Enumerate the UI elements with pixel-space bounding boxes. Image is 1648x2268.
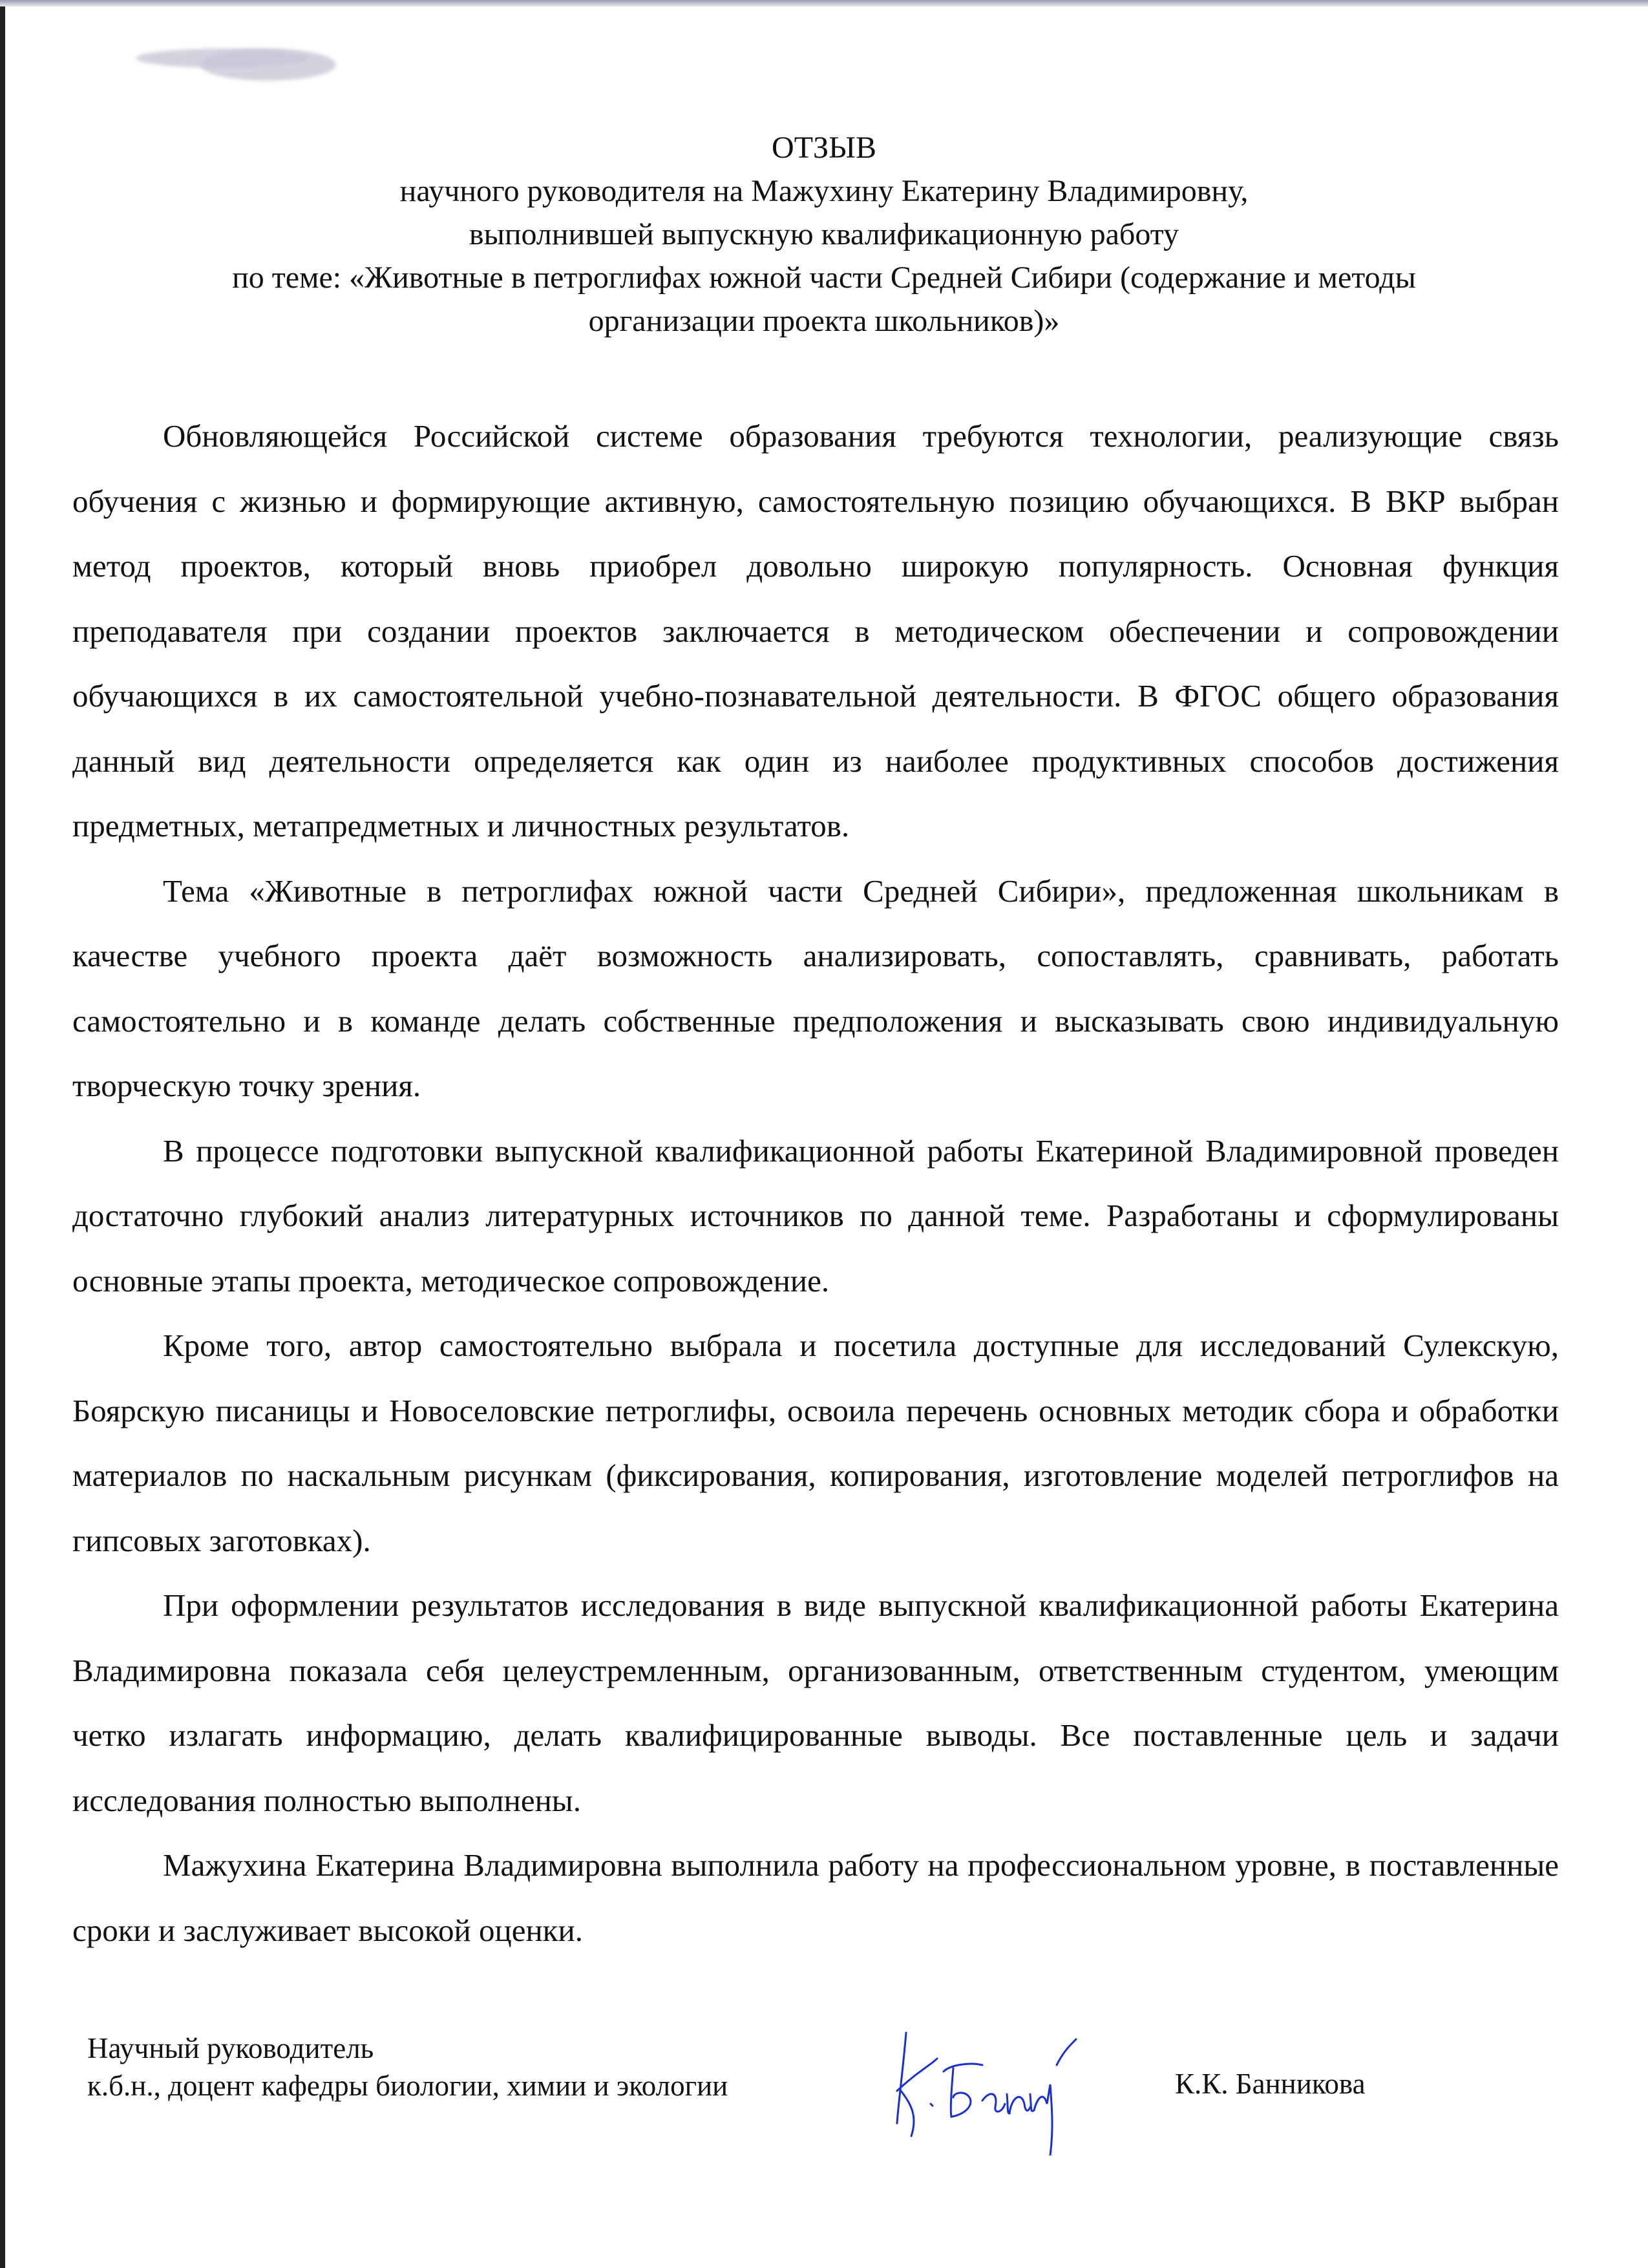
handwritten-signature — [892, 2026, 1163, 2156]
document-heading: ОТЗЫВ — [772, 131, 876, 165]
scan-smudge — [200, 48, 336, 81]
paragraph: В процессе подготовки выпускной квалификационной работы Екатериной Владимировной проведен достаточно глубокий анализ литературных источников по данной теме. Разработаны и сформулированы основные этапы проекта, методическое сопровождение. — [72, 1132, 1559, 1298]
subtitle-line: организации проекта школьников)» — [588, 304, 1060, 338]
document-body — [72, 404, 1559, 1963]
paragraph: Обновляющейся Российской системе образования требуются технологии, реализующие связь обучения с жизнью и формирующие активную, самостоятельную позицию обучающихся. В ВКР выбран метод проектов, который вновь приобрел довольно широкую популярность. Основная функция преподавателя при создании проектов заключается в методическом обеспечении и сопровождении обучающихся в их самостоятельной учебно-познавательной деятельности. В ФГОС общего образования данный вид деятельности определяется как один из наиболее продуктивных способов достижения предметных, метапредметных и личностных результатов. — [72, 418, 1559, 843]
signer-role: Научный руководитель — [87, 2032, 374, 2064]
paragraph: Мажухина Екатерина Владимировна выполнила работу на профессиональном уровне, в поставленные сроки и заслуживает высокой оценки. — [72, 1847, 1559, 1948]
paragraph: Тема «Животные в петроглифах южной части Средней Сибири», предложенная школьникам в качестве учебного проекта даёт возможность анализировать, сопоставлять, сравнивать, работать самостоятельно и в команде делать собственные предположения и высказывать свою индивидуальную творческую точку зрения. — [72, 873, 1559, 1103]
signature-block — [87, 2030, 728, 2104]
document-header — [97, 126, 1551, 343]
paragraph: При оформлении результатов исследования в виде выпускной квалификационной работы Екатерина Владимировна показала себя целеустремленным, организованным, ответственным студентом, умеющим четко излагать информацию, делать квалифицированные выводы. Все поставленные цель и задачи исследования полностью выполнены. — [72, 1587, 1559, 1818]
scan-edge-left — [0, 0, 5, 2268]
signer-name: К.К. Банникова — [1175, 2068, 1366, 2100]
subtitle-line: по теме: «Животные в петроглифах южной части Средней Сибири (содержание и методы — [232, 260, 1416, 295]
paragraph: Кроме того, автор самостоятельно выбрала и посетила доступные для исследований Сулекскую, Боярскую писаницы и Новоселовские петроглифы, освоила перечень основных методик сбора и обработки материалов по наскальным рисункам (фиксирования, копирования, изготовление моделей петроглифов на гипсовых заготовках). — [72, 1328, 1559, 1558]
subtitle-line: научного руководителя на Мажухину Екатерину Владимировну, — [399, 174, 1249, 208]
scan-edge-top — [0, 0, 1648, 6]
subtitle-line: выполнившей выпускную квалификационную работу — [469, 217, 1179, 251]
signer-position: к.б.н., доцент кафедры биологии, химии и экологии — [87, 2070, 728, 2102]
